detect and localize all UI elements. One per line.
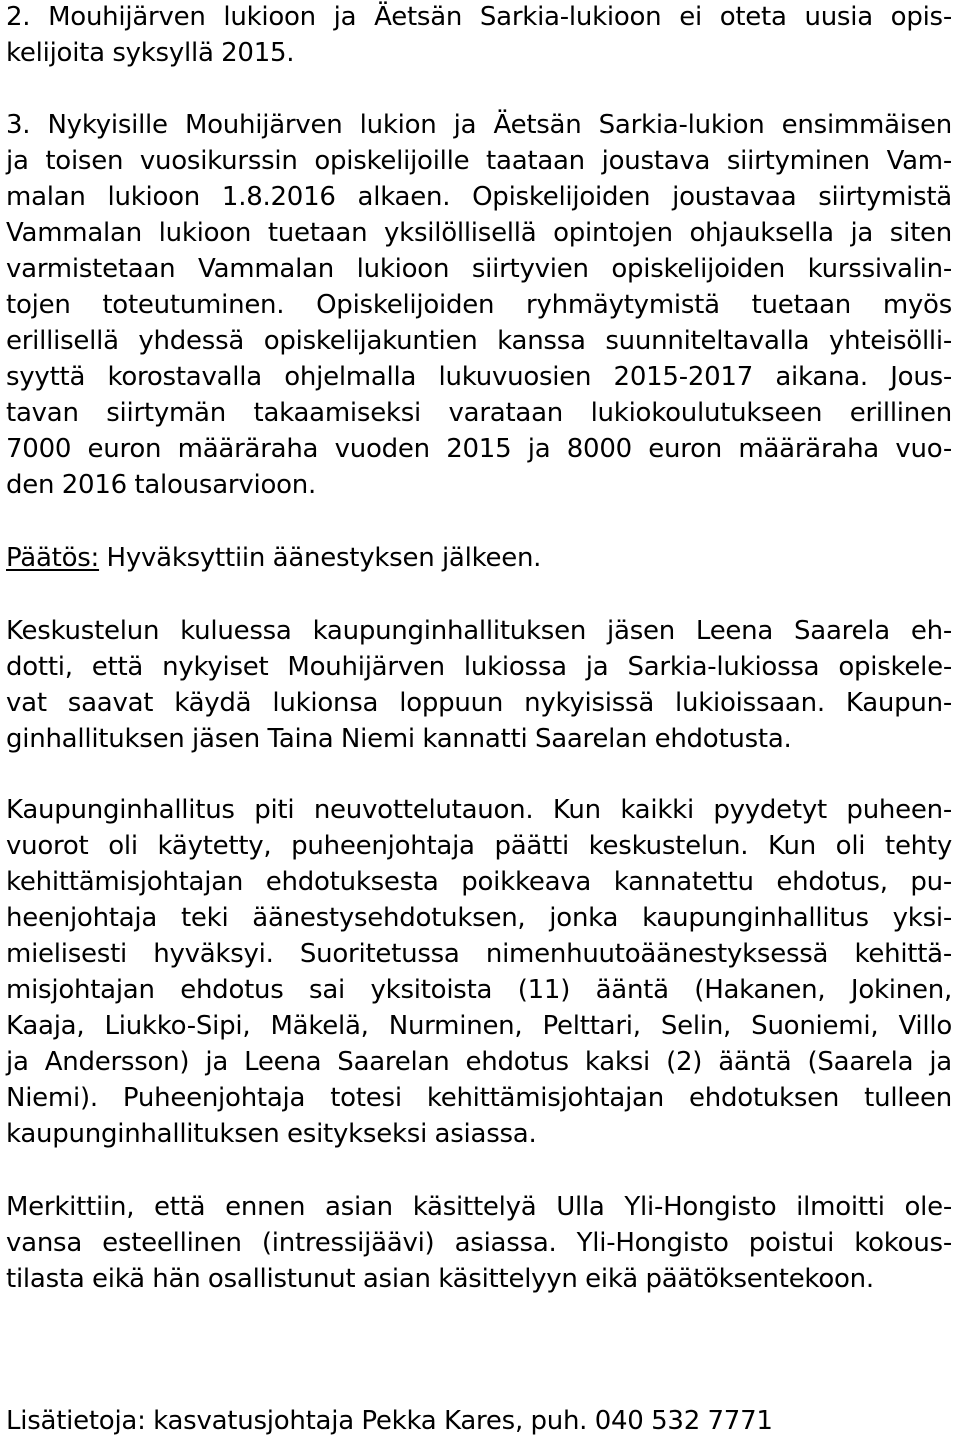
text-line: heenjohtaja teki äänestysehdotuksen, jonka kaupunginhallitus yksi- — [6, 903, 952, 933]
text-line: tilasta eikä hän osallistunut asian käsittelyyn eikä päätöksentekoon. — [6, 1264, 874, 1294]
text-line: syyttä korostavalla ohjelmalla lukuvuosien 2015-2017 aikana. Jous- — [6, 362, 952, 392]
text-line: kehittämisjohtajan ehdotuksesta poikkeava kannatettu ehdotus, pu- — [6, 867, 952, 897]
decision-statement — [6, 540, 952, 576]
decision-item-2 — [6, 0, 952, 71]
text-line: mielisesti hyväksyi. Suoritetussa nimenhuutoäänestyksessä kehittä- — [6, 939, 952, 969]
text-line: ja Andersson) ja Leena Saarelan ehdotus kaksi (2) ääntä (Saarela ja — [6, 1047, 952, 1077]
text-line: kelijoita syksyllä 2015. — [6, 38, 295, 68]
text-line: Niemi). Puheenjohtaja totesi kehittämisjohtajan ehdotuksen tulleen — [6, 1083, 952, 1113]
vote-paragraph — [6, 792, 952, 1152]
disqualification-paragraph — [6, 1189, 952, 1297]
text-line: vat saavat käydä lukionsa loppuun nykyisissä lukioissaan. Kaupun- — [6, 688, 952, 718]
text-line: kaupunginhallituksen esitykseksi asiassa. — [6, 1119, 537, 1149]
text-line: Merkittiin, että ennen asian käsittelyä Ulla Yli-Hongisto ilmoitti ole- — [6, 1192, 952, 1222]
contact-text: Lisätietoja: kasvatusjohtaja Pekka Kares, puh. 040 532 7771 — [6, 1406, 773, 1436]
text-line: 3. Nykyisille Mouhijärven lukion ja Äetsän Sarkia-lukion ensimmäisen — [6, 110, 952, 140]
text-line: tojen toteutuminen. Opiskelijoiden ryhmäytymistä tuetaan myös — [6, 290, 952, 320]
text-line: ja toisen vuosikurssin opiskelijoille taataan joustava siirtyminen Vam- — [6, 146, 952, 176]
text-line: den 2016 talousarvioon. — [6, 470, 316, 500]
contact-info — [6, 1403, 952, 1439]
decision-label: Päätös: — [6, 543, 100, 573]
text-line: Keskustelun kuluessa kaupunginhallituksen jäsen Leena Saarela eh- — [6, 616, 952, 646]
text-line: tavan siirtymän takaamiseksi varataan lukiokoulutukseen erillinen — [6, 398, 952, 428]
text-line: Kaaja, Liukko-Sipi, Mäkelä, Nurminen, Pelttari, Selin, Suoniemi, Villo — [6, 1011, 952, 1041]
decision-item-3 — [6, 107, 952, 503]
text-line: vuorot oli käytetty, puheenjohtaja päätti keskustelun. Kun oli tehty — [6, 831, 952, 861]
text-line: varmistetaan Vammalan lukioon siirtyvien opiskelijoiden kurssivalin- — [6, 254, 952, 284]
text-line: dotti, että nykyiset Mouhijärven lukiossa ja Sarkia-lukiossa opiskele- — [6, 652, 952, 682]
text-line: misjohtajan ehdotus sai yksitoista (11) ääntä (Hakanen, Jokinen, — [6, 975, 952, 1005]
text-line: malan lukioon 1.8.2016 alkaen. Opiskelijoiden joustavaa siirtymistä — [6, 182, 952, 212]
decision-text: Hyväksyttiin äänestyksen jälkeen. — [99, 543, 542, 573]
text-line: erillisellä yhdessä opiskelijakuntien kanssa suunniteltavalla yhteisölli- — [6, 326, 952, 356]
text-line: 2. Mouhijärven lukioon ja Äetsän Sarkia-lukioon ei oteta uusia opis- — [6, 2, 952, 32]
text-line: Kaupunginhallitus piti neuvottelutauon. Kun kaikki pyydetyt puheen- — [6, 795, 952, 825]
text-line: 7000 euron määräraha vuoden 2015 ja 8000 euron määräraha vuo- — [6, 434, 952, 464]
text-line: ginhallituksen jäsen Taina Niemi kannatti Saarelan ehdotusta. — [6, 724, 792, 754]
text-line: Vammalan lukioon tuetaan yksilöllisellä opintojen ohjauksella ja siten — [6, 218, 952, 248]
discussion-paragraph — [6, 613, 952, 757]
text-line: vansa esteellinen (intressijäävi) asiassa. Yli-Hongisto poistui kokous- — [6, 1228, 952, 1258]
